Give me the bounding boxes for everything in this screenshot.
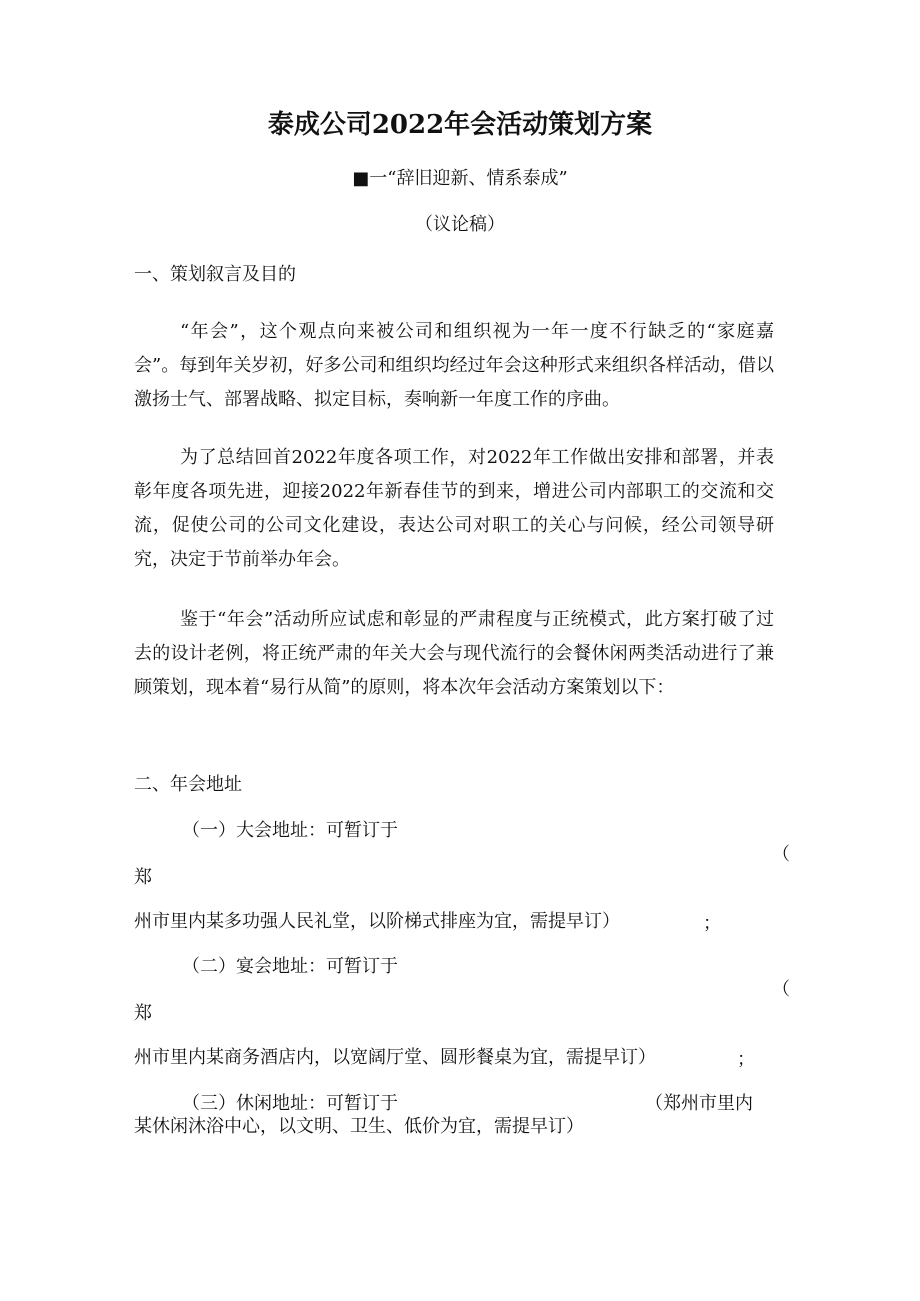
venue-3-detail: 某休闲沐浴中心，以文明、卫生、低价为宜，需提早订）: [134, 1116, 584, 1137]
venue-2-paren: （: [772, 979, 790, 1000]
venue-1-paren: （: [772, 844, 790, 865]
section-heading-1: 一、策划叙言及目的: [134, 264, 296, 285]
venue-3-label: （三）休闲地址：可暂订于: [182, 1093, 398, 1114]
section-heading-2: 二、年会地址: [134, 774, 242, 795]
venue-1-detail: 州市里内某多功强人民礼堂，以阶梯式排座为宜，需提早订）: [134, 911, 620, 932]
venue-1-label: （一）大会地址：可暂订于: [182, 820, 398, 841]
venue-2-label: （二）宴会地址：可暂订于: [182, 956, 398, 977]
paragraph-3: 鉴于“年会”活动所应试虑和彰显的严肃程度与正统模式，此方案打破了过去的设计老例，将正统严肃的年关大会与现代流行的会餐休闲两类活动进行了兼顾策划，现本着“易行从简”的原则，将本次年会活动方案策划以下：: [134, 609, 774, 698]
paragraph-1: “年会”，这个观点向来被公司和组织视为一年一度不行缺乏的“家庭嘉会”。每到年关岁初，好多公司和组织均经过年会这种形式来组织各样活动，借以激扬士气、部署战略、拟定目标，奏响新一年度工作的序曲。: [134, 321, 774, 410]
venue-3-tail: （郑州市里内: [645, 1093, 753, 1114]
paragraph-2: 为了总结回首2022年度各项工作，对2022年工作做出安排和部署，并表彰年度各项先进，迎接2022年新春佳节的到来，增进公司内部职工的交流和交流，促使公司的公司文化建设，表达公司对职工的关心与问候，经公司领导研究，决定于节前举办年会。: [134, 447, 774, 570]
document-title: 泰成公司2022年会活动策划方案: [267, 110, 653, 140]
draft-note: （议论稿）: [415, 214, 505, 235]
venue-2-end: ；: [737, 1049, 755, 1070]
venue-1-city-start: 郑: [134, 867, 152, 888]
venue-1-end: ；: [703, 913, 721, 934]
venue-2-city-start: 郑: [134, 1003, 152, 1024]
venue-2-detail: 州市里内某商务酒店内，以宽阔厅堂、圆形餐桌为宜，需提早订）: [134, 1047, 656, 1068]
document-subtitle: ■一“辞旧迎新、情系泰成”: [352, 168, 568, 189]
